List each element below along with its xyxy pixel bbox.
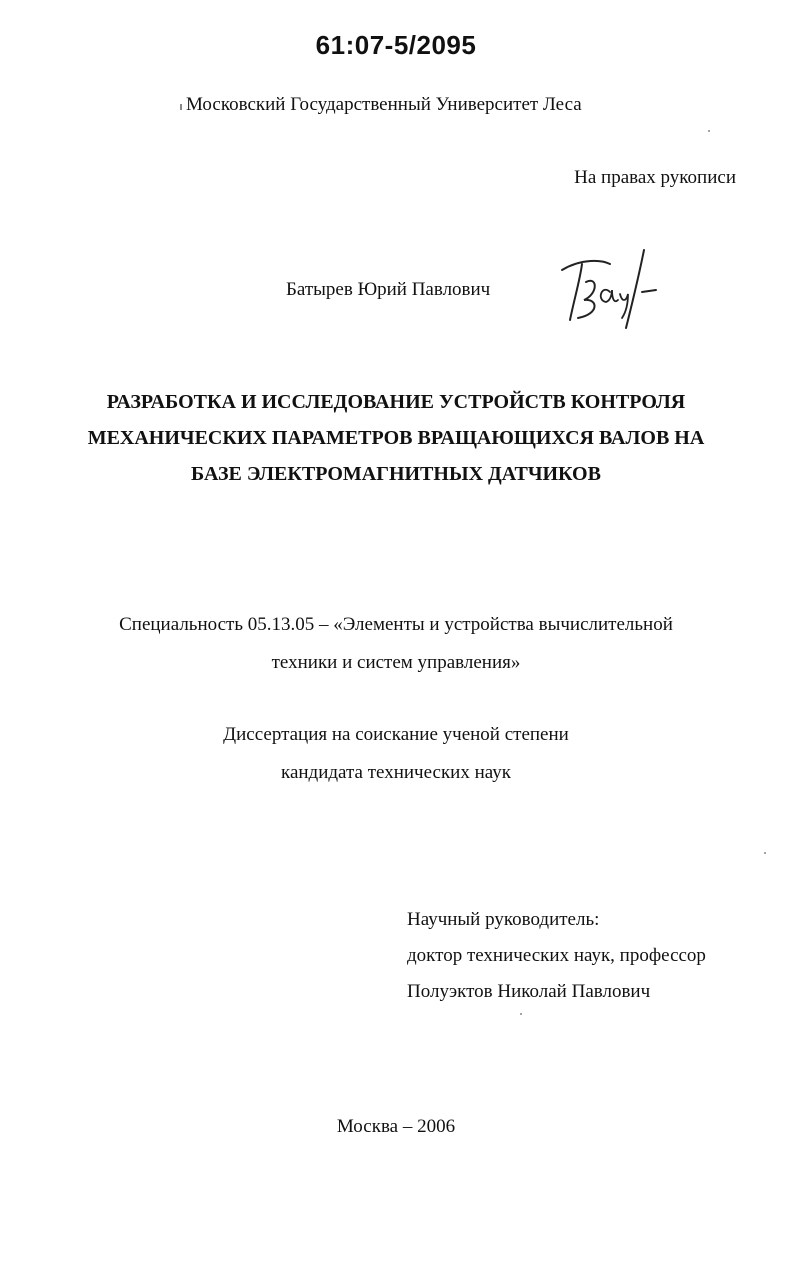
specialty-line: Специальность 05.13.05 – «Элементы и устройства вычислительной bbox=[119, 614, 673, 635]
title-line: МЕХАНИЧЕСКИХ ПАРАМЕТРОВ ВРАЩАЮЩИХСЯ ВАЛОВ НА bbox=[87, 427, 705, 449]
scan-speck bbox=[764, 852, 766, 854]
degree-line: Диссертация на соискание ученой степени bbox=[223, 724, 569, 745]
supervisor-rank: доктор технических наук, профессор bbox=[407, 945, 706, 966]
title-line: БАЗЕ ЭЛЕКТРОМАГНИТНЫХ ДАТЧИКОВ bbox=[191, 463, 601, 485]
title-line: РАЗРАБОТКА И ИССЛЕДОВАНИЕ УСТРОЙСТВ КОНТРОЛЯ bbox=[106, 391, 686, 413]
specialty bbox=[0, 606, 792, 682]
author-name: Батырев Юрий Павлович bbox=[286, 279, 491, 300]
degree-statement bbox=[0, 716, 792, 792]
catalog-number: 61:07-5/2095 bbox=[315, 30, 477, 60]
scan-speck bbox=[520, 1013, 522, 1015]
degree-line: кандидата технических наук bbox=[281, 762, 511, 783]
city-year: Москва – 2006 bbox=[336, 1116, 456, 1137]
handwritten-signature bbox=[552, 240, 662, 332]
scan-speck bbox=[708, 130, 710, 132]
university-name: Московский Государственный Университет Леса bbox=[186, 94, 582, 115]
scan-speck bbox=[180, 104, 182, 110]
supervisor-block bbox=[407, 902, 706, 1010]
supervisor-name: Полуэктов Николай Павлович bbox=[407, 981, 651, 1002]
dissertation-title bbox=[0, 384, 792, 492]
rights-notice: На правах рукописи bbox=[574, 167, 736, 188]
supervisor-heading: Научный руководитель: bbox=[407, 909, 600, 930]
specialty-line: техники и систем управления» bbox=[271, 652, 521, 673]
